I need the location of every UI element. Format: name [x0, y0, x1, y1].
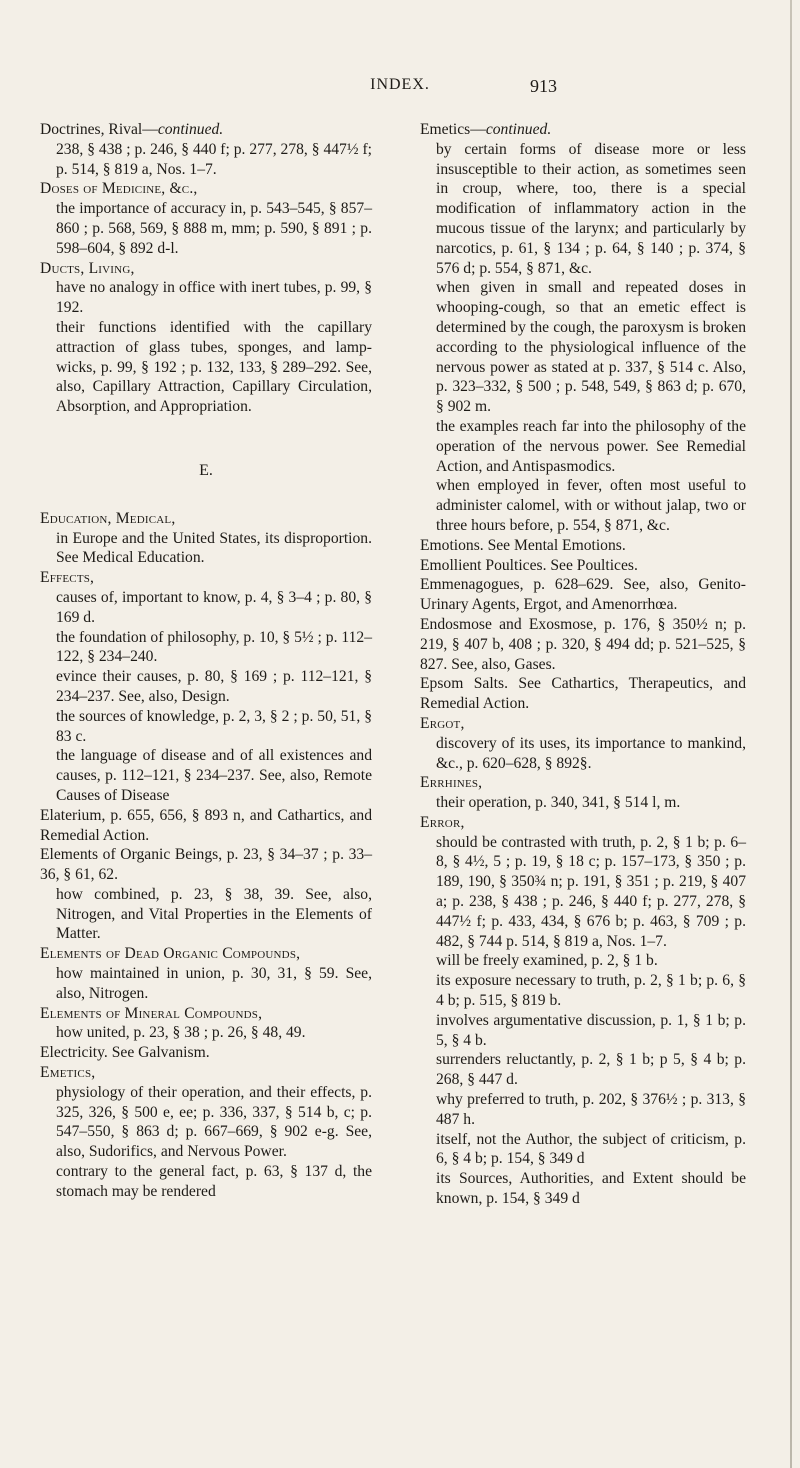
entry-ergot: Ergot,: [420, 714, 465, 732]
entry-elaterium: Elaterium, p. 655, 656, § 893 n, and Cathartics, and Remedial Action.: [40, 806, 372, 844]
section-letter-e: E.: [199, 461, 213, 479]
entry-doctrines-rival: [40, 120, 372, 140]
sub-entry: by certain forms of disease more or less insusceptible to their action, as sometimes seen in croup, where, too, there is a special modification of inflammatory action in the mucous tissue of the larynx; and particularly by narcotics, p. 61, § 134 ; p. 64, § 140 ; p. 374, § 576 d; p. 554, § 871, &c.: [436, 140, 746, 277]
sub-entry: when employed in fever, often most useful to administer calomel, with or without jalap, two or three hours before, p. 554, § 871, &c.: [436, 477, 746, 534]
sub-entry: how combined, p. 23, § 38, 39. See, also, Nitrogen, and Vital Properties in the Elements of Matter.: [56, 885, 372, 943]
sub-entry: how maintained in union, p. 30, 31, § 59. See, also, Nitrogen.: [56, 965, 372, 1002]
sub-entry: contrary to the general fact, p. 63, § 137 d, the stomach may be rendered: [56, 1163, 372, 1200]
sub-entry: the language of disease and of all existences and causes, p. 112–121, § 234–237. See, also, Remote Causes of Disease: [56, 747, 372, 804]
sub-entry: the foundation of philosophy, p. 10, § 5½ ; p. 112–122, § 234–240.: [56, 628, 372, 666]
sub-entry: in Europe and the United States, its disproportion. See Medical Education.: [56, 529, 372, 567]
entry-effects: Effects,: [40, 569, 95, 587]
sub-entry: the importance of accuracy in, p. 543–545, § 857–860 ; p. 568, 569, § 888 m, mm; p. 590, § 891 ; p. 598–604, § 892 d-l.: [56, 200, 372, 257]
sub-entry: the examples reach far into the philosophy of the operation of the nervous power. See Remedial Action, and Antispasmodics.: [436, 417, 746, 475]
sub-entry: should be contrasted with truth, p. 2, § 1 b; p. 6–8, § 4½, 5 ; p. 19, § 18 c; p. 157–173, § 350 ; p. 189, 190, § 350¾ n; p. 191, § 351 ; p. 219, § 407 a; p. 238, § 438 ; p. 246, § 440 f; p. 277, 278, § 447½ f; p. 433, 434, § 676 b; p. 463, § 709 ; p. 482, § 744 p. 514, § 819 a, Nos. 1–7.: [436, 833, 746, 950]
entry-elements-dead: Elements of Dead Organic Compounds,: [40, 945, 301, 963]
sub-entry: evince their causes, p. 80, § 169 ; p. 112–121, § 234–237. See, also, Design.: [56, 668, 372, 705]
right-column: [420, 120, 746, 1209]
page-number: 913: [530, 76, 557, 96]
entry-emetics-continued: [420, 120, 746, 140]
headword: Emetics—: [420, 121, 486, 138]
sub-entry: the sources of knowledge, p. 2, 3, § 2 ; p. 50, 51, § 83 c.: [56, 707, 372, 745]
sub-entry: discovery of its uses, its importance to mankind, &c., p. 620–628, § 892§.: [436, 734, 746, 772]
sub-entry: why preferred to truth, p. 202, § 376½ ; p. 313, § 487 h.: [436, 1091, 746, 1128]
entry-electricity: Electricity. See Galvanism.: [40, 1044, 210, 1062]
entry-epsom: Epsom Salts. See Cathartics, Therapeutics, and Remedial Action.: [420, 675, 746, 713]
entry-errhines: Errhines,: [420, 774, 483, 792]
sub-entry: have no analogy in office with inert tubes, p. 99, § 192.: [56, 279, 372, 317]
entry-ducts: Ducts, Living,: [40, 259, 135, 277]
sub-entry: 238, § 438 ; p. 246, § 440 f; p. 277, 278, § 447½ f; p. 514, § 819 a, Nos. 1–7.: [56, 140, 372, 178]
sub-entry: when given in small and repeated doses in whooping-cough, so that an emetic effect is determined by the cough, the paroxysm is broken according to the physiological influence of the nervous power as stated at p. 337, § 514 c. Also, p. 323–332, § 500 ; p. 548, 549, § 863 d; p. 670, § 902 m.: [436, 279, 746, 416]
entry-error: Error,: [420, 813, 465, 831]
sub-entry: its Sources, Authorities, and Extent should be known, p. 154, § 349 d: [436, 1170, 746, 1208]
entry-endosmose: Endosmose and Exosmose, p. 176, § 350½ n; p. 219, § 407 b, 408 ; p. 320, § 494 dd; p. 521–525, § 827. See, also, Gases.: [420, 615, 746, 673]
entry-emotions: Emotions. See Mental Emotions.: [420, 536, 626, 554]
sub-entry: will be freely examined, p. 2, § 1 b.: [436, 952, 658, 970]
left-column: [40, 120, 372, 1202]
continued-label: continued.: [485, 121, 552, 138]
running-title: INDEX.: [370, 76, 430, 93]
sub-entry: how united, p. 23, § 38 ; p. 26, § 48, 49.: [56, 1024, 306, 1042]
sub-entry: their operation, p. 340, 341, § 514 l, m.: [436, 794, 681, 812]
sub-entry: its exposure necessary to truth, p. 2, § 1 b; p. 6, § 4 b; p. 515, § 819 b.: [436, 972, 746, 1010]
page-edge-shadow: [790, 0, 792, 1468]
sub-entry: surrenders reluctantly, p. 2, § 1 b; p 5, § 4 b; p. 268, § 447 d.: [436, 1051, 746, 1089]
entry-elements-organic: Elements of Organic Beings, p. 23, § 34–37 ; p. 33–36, § 61, 62.: [40, 846, 372, 884]
sub-entry: involves argumentative discussion, p. 1, § 1 b; p. 5, § 4 b.: [436, 1011, 746, 1049]
entry-emmenagogues: Emmenagogues, p. 628–629. See, also, Genito-Urinary Agents, Ergot, and Amenorrhœa.: [420, 576, 746, 614]
entry-education: Education, Medical,: [40, 509, 176, 527]
sub-entry: itself, not the Author, the subject of criticism, p. 6, § 4 b; p. 154, § 349 d: [436, 1130, 746, 1168]
headword: Doctrines, Rival—: [40, 121, 158, 138]
sub-entry: causes of, important to know, p. 4, § 3–4 ; p. 80, § 169 d.: [56, 588, 372, 626]
sub-entry: physiology of their operation, and their effects, p. 325, 326, § 500 e, ee; p. 336, 337, § 514 b, c; p. 547–550, § 863 d; p. 667–669, § 902 e-g. See, also, Sudorifics, and Nervous Power.: [56, 1083, 372, 1161]
entry-elements-mineral: Elements of Mineral Compounds,: [40, 1004, 263, 1022]
entry-doses: Doses of Medicine, &c.,: [40, 180, 198, 198]
continued-label: continued.: [157, 121, 224, 138]
sub-entry: their functions identified with the capillary attraction of glass tubes, sponges, and lamp-wicks, p. 99, § 192 ; p. 132, 133, § 289–292. See, also, Capillary Attraction, Capillary Circulation, Absorption, and Appropriation.: [56, 318, 372, 416]
entry-emetics: Emetics,: [40, 1064, 96, 1082]
running-head: [0, 76, 800, 100]
entry-emollient: Emollient Poultices. See Poultices.: [420, 556, 638, 574]
